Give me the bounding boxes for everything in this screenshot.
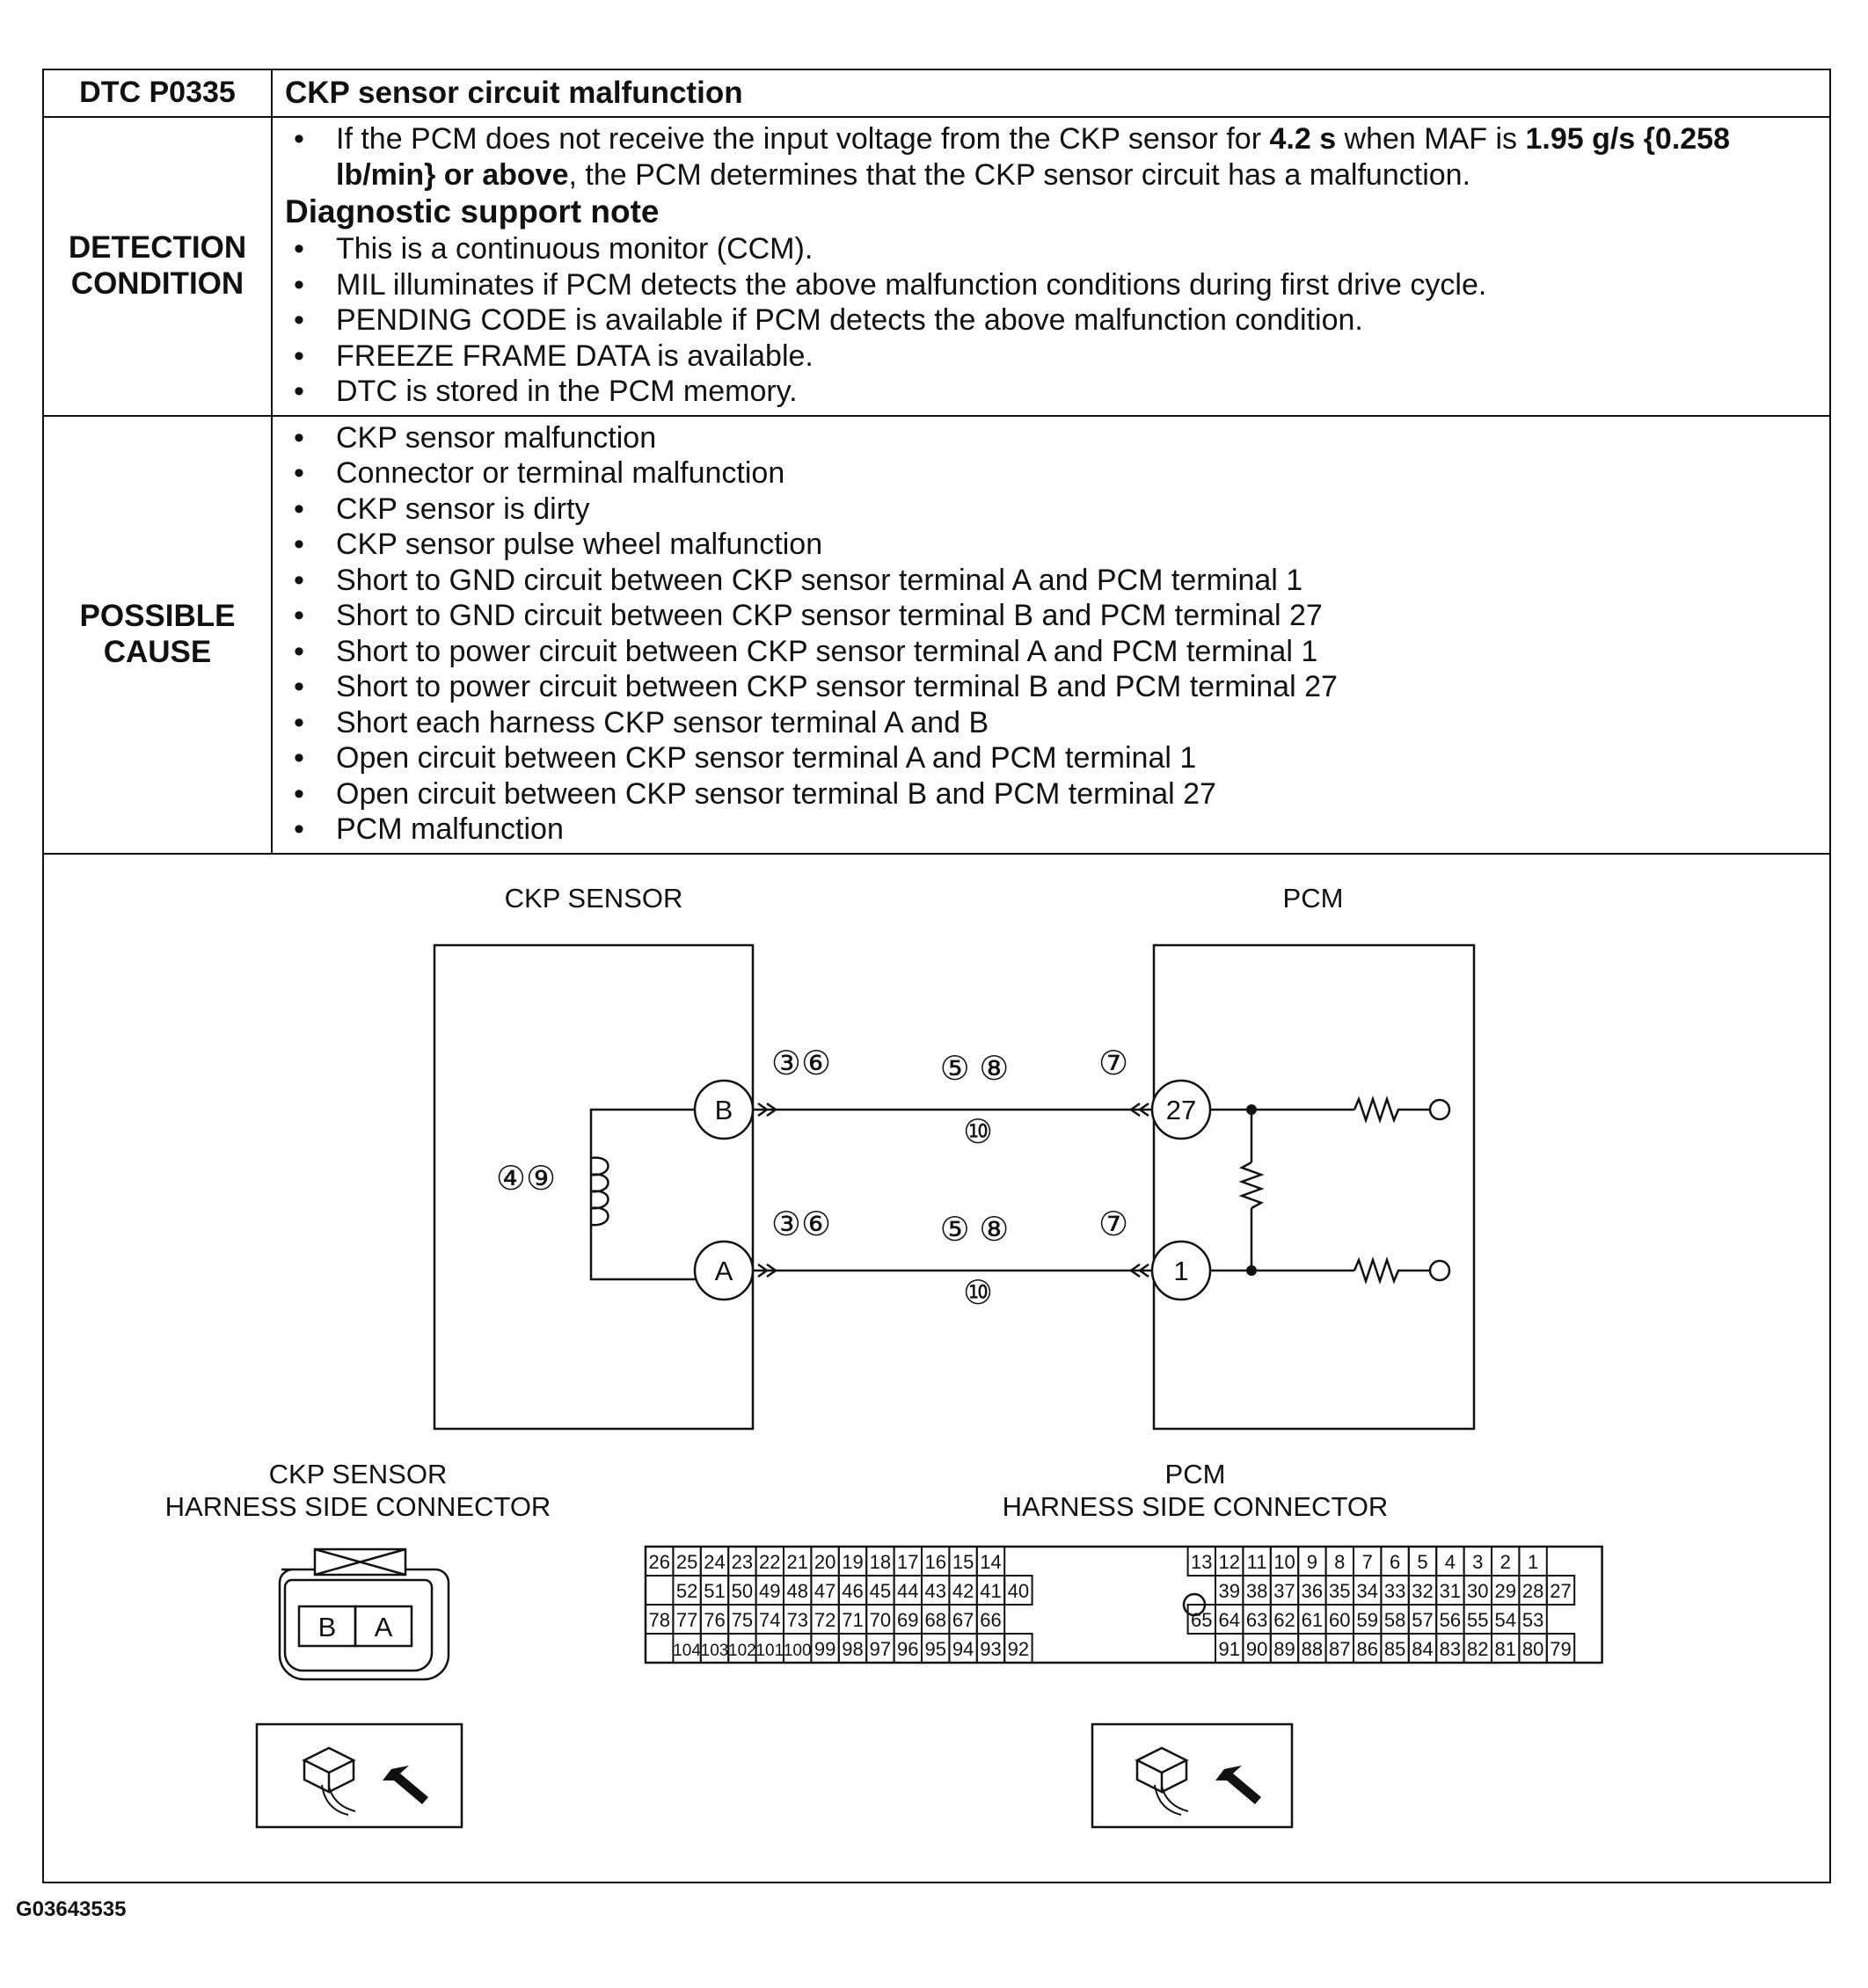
pcm-pin-label: 22 — [759, 1550, 781, 1573]
dtc-document — [42, 69, 1831, 1883]
pcm-pin-label: 53 — [1521, 1608, 1544, 1631]
pcm-pin-label: 97 — [869, 1637, 892, 1660]
inspection-step-label: ⑤ ⑧ — [939, 1211, 1010, 1249]
detection-condition-body — [272, 117, 1830, 416]
pcm-pin-label: 95 — [924, 1637, 946, 1660]
pcm-pin-label: 88 — [1301, 1637, 1324, 1660]
pcm-pin-label: 61 — [1301, 1608, 1324, 1631]
pcm-pin-label: 19 — [842, 1550, 864, 1573]
ckp-connector-subtitle: HARNESS SIDE CONNECTOR — [164, 1490, 551, 1522]
pcm-pin-label: 48 — [786, 1579, 808, 1602]
pcm-pin-label: 38 — [1245, 1579, 1268, 1602]
pcm-pin-label: 62 — [1273, 1608, 1295, 1631]
pcm-pin-label: 55 — [1467, 1608, 1489, 1631]
pcm-pin-label: 37 — [1273, 1579, 1295, 1602]
pcm-pin-label: 72 — [814, 1608, 836, 1631]
pcm-pin-label: 103 — [700, 1641, 729, 1660]
pcm-pin-label: 58 — [1383, 1608, 1406, 1631]
pcm-pin-label: 75 — [731, 1608, 754, 1631]
pcm-pin-label: 74 — [759, 1608, 781, 1631]
pcm-pin-label: 76 — [704, 1608, 726, 1631]
inspection-step-label: ③⑥ — [770, 1045, 832, 1082]
pcm-pin-label: 82 — [1467, 1637, 1489, 1660]
pcm-pin-label: 12 — [1218, 1550, 1240, 1573]
pcm-pin-label: 77 — [675, 1608, 698, 1631]
pcm-pin-label: 27 — [1550, 1579, 1572, 1602]
pcm-pin-label: 29 — [1494, 1579, 1516, 1602]
pcm-pin-label: 81 — [1494, 1637, 1516, 1660]
list-item: • This is a continuous monitor (CCM). — [285, 231, 1821, 267]
list-item: • PENDING CODE is available if PCM detects the above malfunction condition. — [285, 302, 1821, 339]
list-item: • Open circuit between CKP sensor terminal A and PCM terminal 1 — [285, 740, 1821, 776]
resistor-icon — [1354, 1260, 1429, 1281]
pcm-pin-label: 98 — [842, 1637, 864, 1660]
pcm-pin-label: 25 — [675, 1550, 698, 1573]
resistor-icon — [1242, 1162, 1261, 1208]
label-line: CAUSE — [103, 634, 212, 669]
ckp-sensor-title: CKP SENSOR — [504, 882, 683, 914]
pcm-pin-label: 33 — [1383, 1579, 1406, 1602]
pcm-pin-label: 56 — [1439, 1608, 1462, 1631]
pcm-pin-label: 89 — [1273, 1637, 1295, 1660]
pcm-pin-label: 50 — [731, 1579, 754, 1602]
list-item: • Short to power circuit between CKP sensor terminal A and PCM terminal 1 — [285, 634, 1821, 670]
pcm-pin-label: 18 — [869, 1550, 892, 1573]
harness-side-view-icon — [257, 1724, 462, 1827]
terminal-open-icon — [1430, 1100, 1449, 1119]
pcm-pin-label: 35 — [1329, 1579, 1351, 1602]
pcm-pin-label: 104 — [673, 1641, 701, 1660]
pcm-pin-label: 78 — [648, 1608, 670, 1631]
possible-cause-list — [285, 420, 1821, 848]
pcm-pin-label: 57 — [1412, 1608, 1434, 1631]
pcm-pin-label: 9 — [1306, 1550, 1318, 1573]
label-line: CONDITION — [70, 266, 244, 301]
pcm-pin-label: 36 — [1301, 1579, 1324, 1602]
pcm-pin-label: 85 — [1383, 1637, 1406, 1660]
junction-dot — [1246, 1265, 1257, 1276]
label-line: DETECTION — [68, 230, 247, 266]
pcm-pin-label: 14 — [980, 1550, 1002, 1573]
pcm-pin-label: 87 — [1329, 1637, 1351, 1660]
pcm-pin-label: 84 — [1412, 1637, 1434, 1660]
pcm-box — [1154, 945, 1474, 1429]
ckp-connector-icon — [280, 1549, 449, 1679]
pcm-pin-label: 6 — [1389, 1550, 1401, 1573]
pcm-pin-label: 59 — [1356, 1608, 1378, 1631]
pcm-pin-label: 44 — [897, 1579, 919, 1602]
pcm-pin-label: 67 — [952, 1608, 974, 1631]
terminal-open-icon — [1430, 1261, 1449, 1280]
pcm-pin-label: 43 — [924, 1579, 946, 1602]
harness-side-view-icon — [1092, 1724, 1292, 1827]
pcm-connector-grid — [646, 1547, 1602, 1663]
pcm-pin-label: 86 — [1356, 1637, 1378, 1660]
pcm-pin-label: 66 — [980, 1608, 1002, 1631]
label-line: POSSIBLE — [79, 598, 236, 633]
dtc-table — [42, 69, 1831, 1883]
pcm-pin-label: 47 — [814, 1579, 836, 1602]
pcm-pin-label: 5 — [1417, 1550, 1428, 1573]
ckp-pin-b: B — [317, 1611, 337, 1642]
pcm-pin-label: 41 — [980, 1579, 1002, 1602]
pcm-pin-label: 54 — [1494, 1608, 1516, 1631]
figure-code: G03643535 — [16, 1897, 127, 1921]
pcm-pin-label: 71 — [842, 1608, 864, 1631]
pcm-connector-subtitle: HARNESS SIDE CONNECTOR — [1002, 1490, 1389, 1522]
pcm-pin-label: 94 — [952, 1637, 974, 1660]
diagnostic-note-title: Diagnostic support note — [285, 193, 660, 229]
resistor-icon — [1354, 1099, 1429, 1120]
pcm-pin-label: 15 — [952, 1550, 974, 1573]
pcm-pin-label: 17 — [897, 1550, 919, 1573]
list-item: • CKP sensor is dirty — [285, 492, 1821, 528]
pcm-pin-label: 13 — [1191, 1550, 1213, 1573]
terminal-a-label: A — [714, 1255, 733, 1286]
diagnostic-notes — [285, 231, 1821, 410]
pcm-pin-label: 100 — [783, 1641, 812, 1660]
pcm-pin-label: 99 — [814, 1637, 836, 1660]
pcm-pin-label: 2 — [1500, 1550, 1511, 1573]
pcm-pin-label: 7 — [1361, 1550, 1373, 1573]
pcm-pin-label: 69 — [897, 1608, 919, 1631]
pcm-pin-label: 51 — [704, 1579, 726, 1602]
list-item: • Short to GND circuit between CKP sensor terminal B and PCM terminal 27 — [285, 598, 1821, 634]
pcm-pin-label: 45 — [869, 1579, 892, 1602]
pcm-pin-label: 70 — [869, 1608, 892, 1631]
list-item: • CKP sensor malfunction — [285, 420, 1821, 456]
pcm-connector-title: PCM — [1164, 1458, 1226, 1489]
pcm-pin-label: 39 — [1218, 1579, 1240, 1602]
pcm-pin-label: 8 — [1334, 1550, 1346, 1573]
possible-cause-label — [43, 416, 272, 854]
list-item: • PCM malfunction — [285, 812, 1821, 848]
list-item: • Short to power circuit between CKP sensor terminal B and PCM terminal 27 — [285, 669, 1821, 705]
pcm-pin-label: 46 — [842, 1579, 864, 1602]
pcm-pin-label: 31 — [1439, 1579, 1462, 1602]
pcm-pin-label: 11 — [1246, 1550, 1267, 1573]
dtc-code: DTC P0335 — [43, 69, 272, 117]
inspection-step-label: ⑩ — [962, 1113, 994, 1151]
list-item: • Connector or terminal malfunction — [285, 455, 1821, 492]
inspection-step-label: ⑩ — [962, 1274, 994, 1312]
inspection-step-label: ⑦ — [1098, 1045, 1129, 1082]
pcm-pin-label: 80 — [1521, 1637, 1544, 1660]
pcm-pin-label: 20 — [814, 1550, 836, 1573]
pcm-pin-label: 10 — [1273, 1550, 1295, 1573]
ckp-connector-title: CKP SENSOR — [268, 1458, 448, 1489]
list-item: • FREEZE FRAME DATA is available. — [285, 339, 1821, 375]
pcm-pin-label: 16 — [924, 1550, 946, 1573]
pcm-pin-label: 23 — [731, 1550, 754, 1573]
pcm-pin-label: 34 — [1356, 1579, 1378, 1602]
ckp-pin-a: A — [374, 1611, 393, 1642]
wiring-diagram-cell — [43, 854, 1830, 1882]
pcm-pin-label: 90 — [1245, 1637, 1268, 1660]
pcm-pin-label: 102 — [728, 1641, 756, 1660]
pcm-pin-label: 1 — [1527, 1550, 1539, 1573]
pcm-pin-label: 30 — [1467, 1579, 1489, 1602]
pcm-pin-label: 93 — [980, 1637, 1002, 1660]
pcm-pin-label: 92 — [1007, 1637, 1030, 1660]
inspection-step-label: ⑤ ⑧ — [939, 1050, 1010, 1088]
terminal-1-label: 1 — [1173, 1255, 1189, 1286]
list-item: • CKP sensor pulse wheel malfunction — [285, 527, 1821, 563]
ckp-sensor-box — [434, 945, 753, 1429]
inspection-step-label: ④⑨ — [495, 1160, 557, 1198]
pcm-pin-label: 40 — [1007, 1579, 1030, 1602]
dtc-title: CKP sensor circuit malfunction — [272, 69, 1830, 117]
pcm-pin-label: 73 — [786, 1608, 808, 1631]
pcm-pin-label: 65 — [1191, 1608, 1213, 1631]
list-item: • MIL illuminates if PCM detects the above malfunction conditions during first drive cycle. — [285, 267, 1821, 303]
pcm-pin-label: 83 — [1439, 1637, 1462, 1660]
list-item: • DTC is stored in the PCM memory. — [285, 374, 1821, 410]
pcm-pin-label: 21 — [786, 1550, 808, 1573]
pcm-pin-label: 64 — [1218, 1608, 1240, 1631]
pcm-pin-label: 68 — [924, 1608, 946, 1631]
pcm-title: PCM — [1282, 882, 1344, 914]
pcm-pin-label: 79 — [1550, 1637, 1572, 1660]
list-item: • Open circuit between CKP sensor terminal B and PCM terminal 27 — [285, 776, 1821, 812]
junction-dot — [1246, 1104, 1257, 1115]
pcm-pin-label: 32 — [1412, 1579, 1434, 1602]
terminal-b-label: B — [714, 1094, 733, 1125]
pcm-pin-label: 3 — [1472, 1550, 1484, 1573]
inspection-step-label: ③⑥ — [770, 1205, 832, 1243]
pcm-pin-label: 60 — [1329, 1608, 1351, 1631]
pcm-pin-label: 26 — [648, 1550, 670, 1573]
wiring-diagram — [44, 855, 1829, 1880]
pcm-pin-label: 49 — [759, 1579, 781, 1602]
pcm-pin-label: 101 — [755, 1641, 784, 1660]
pcm-pin-label: 96 — [897, 1637, 919, 1660]
detection-condition-label — [43, 117, 272, 416]
list-item: • Short each harness CKP sensor terminal A and B — [285, 705, 1821, 741]
pcm-pin-label: 52 — [675, 1579, 698, 1602]
pcm-pin-label: 4 — [1444, 1550, 1456, 1573]
terminal-27-label: 27 — [1165, 1094, 1197, 1125]
pcm-pin-label: 24 — [704, 1550, 726, 1573]
possible-cause-body — [272, 416, 1830, 854]
pcm-pin-label: 42 — [952, 1579, 974, 1602]
pcm-pin-label: 63 — [1245, 1608, 1268, 1631]
detection-condition-text: • If the PCM does not receive the input voltage from the CKP sensor for 4.2 s when MAF is 1.95 g/s {0.258 lb/min} or above, the PCM determines that the CKP sensor circuit has a malfunction. — [285, 121, 1821, 193]
inspection-step-label: ⑦ — [1098, 1205, 1129, 1243]
pcm-pin-label: 28 — [1521, 1579, 1544, 1602]
list-item: • Short to GND circuit between CKP sensor terminal A and PCM terminal 1 — [285, 563, 1821, 599]
pcm-pin-label: 91 — [1218, 1637, 1240, 1660]
coil-icon — [591, 1157, 609, 1225]
